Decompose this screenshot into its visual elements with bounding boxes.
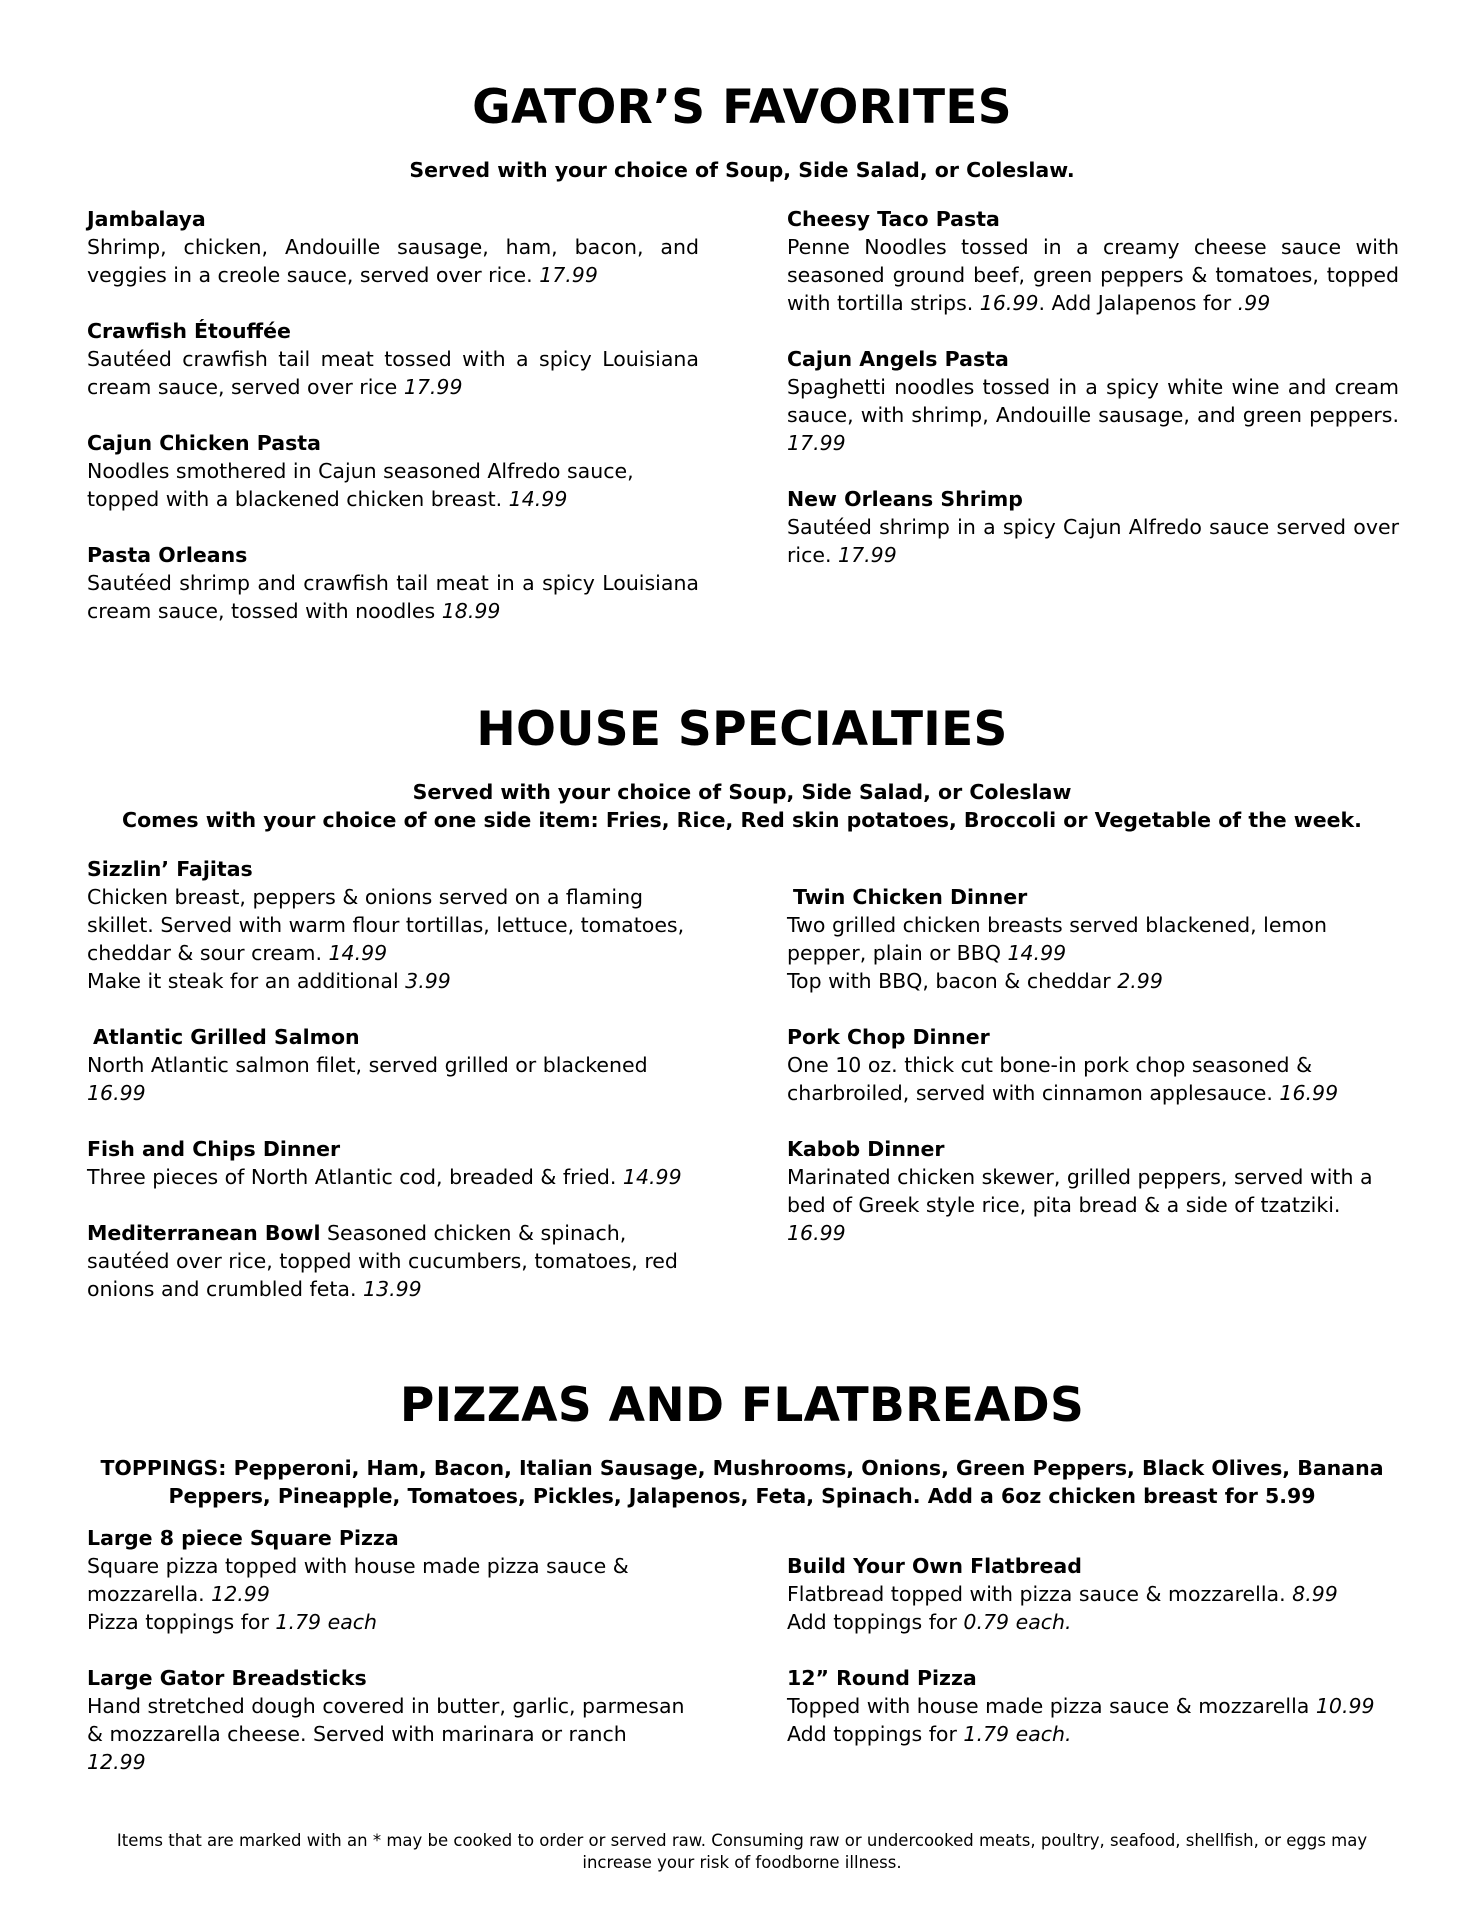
item-description: North Atlantic salmon filet, served grilled or blackened [87, 1053, 648, 1077]
item-addon-price: 0.79 each. [963, 1610, 1072, 1634]
gators-title: GATOR’S FAVORITES [472, 80, 1012, 135]
house-right-column [787, 883, 1387, 1247]
item-addon: Top with BBQ, bacon & cheddar [787, 969, 1118, 993]
item-description: Marinated chicken skewer, grilled peppers, served with a bed of Greek style rice, pita bread & a side of tzatziki. [787, 1165, 1373, 1217]
menu-item-atlantic-grilled-salmon [87, 1023, 687, 1107]
item-price: 17.99 [403, 375, 463, 399]
item-description: Hand stretched dough covered in butter, garlic, parmesan & mozzarella cheese. Served with marinara or ranch [87, 1694, 685, 1746]
house-left-column [87, 855, 687, 1303]
item-description: Square pizza topped with house made pizza sauce & mozzarella. [87, 1554, 629, 1606]
item-price: 17.99 [787, 431, 846, 455]
item-price: 18.99 [441, 599, 501, 623]
menu-item-cajun-angels-pasta [787, 345, 1399, 457]
item-name: Kabob Dinner [787, 1137, 945, 1161]
gators-subtitle: Served with your choice of Soup, Side Salad, or Coleslaw. [409, 158, 1075, 182]
item-name: Large 8 piece Square Pizza [87, 1526, 399, 1550]
item-description: Sautéed shrimp and crawfish tail meat in a spicy Louisiana cream sauce, tossed with noodles [87, 571, 699, 623]
pizza-right-column [787, 1552, 1387, 1748]
item-price: 14.99 [1007, 941, 1067, 965]
item-name: Mediterranean Bowl [87, 1221, 321, 1245]
item-addon: Add toppings for [787, 1722, 964, 1746]
menu-item-fish-and-chips [87, 1135, 687, 1191]
item-name: Sizzlin’ Fajitas [87, 857, 253, 881]
menu-item-round-pizza [787, 1664, 1387, 1748]
item-price: 14.99 [622, 1165, 682, 1189]
menu-item-jambalaya [87, 205, 699, 289]
item-addon-price: .99 [1237, 291, 1271, 315]
menu-item-twin-chicken-dinner [787, 883, 1387, 995]
item-name: Pasta Orleans [87, 543, 248, 567]
item-description: Chicken breast, peppers & onions served on a flaming skillet. Served with warm flour tortillas, lettuce, tomatoes, cheddar & sour cream. [87, 885, 685, 965]
item-description: Two grilled chicken breasts served blackened, lemon pepper, plain or BBQ [787, 913, 1327, 965]
pizza-left-column [87, 1524, 687, 1776]
item-addon: . Add Jalapenos for [1038, 291, 1238, 315]
item-price: 16.99 [87, 1081, 146, 1105]
item-description: Topped with house made pizza sauce & mozzarella [787, 1694, 1316, 1718]
item-price: 17.99 [539, 263, 598, 287]
house-subtitle-1: Served with your choice of Soup, Side Salad, or Coleslaw [412, 780, 1072, 804]
item-description: Noodles smothered in Cajun seasoned Alfredo sauce, topped with a blackened chicken breast. [87, 459, 634, 511]
item-description: One 10 oz. thick cut bone-in pork chop seasoned & charbroiled, served with cinnamon applesauce. [787, 1053, 1313, 1105]
menu-item-mediterranean-bowl [87, 1219, 687, 1303]
item-price: 12.99 [211, 1582, 270, 1606]
pizza-toppings: TOPPINGS: Pepperoni, Ham, Bacon, Italian Sausage, Mushrooms, Onions, Green Peppers, Black Olives, Banana Peppers, Pineapple, Tomatoes, Pickles, Jalapenos, Feta, Spinach. Add a 6oz chicken breast for 5.99 [100, 1456, 1384, 1508]
item-name: Cajun Chicken Pasta [87, 431, 321, 455]
item-name: Cajun Angels Pasta [787, 347, 1009, 371]
pizza-title: PIZZAS AND FLATBREADS [399, 1378, 1085, 1433]
item-name: Crawfish Étouffée [87, 319, 291, 343]
item-name: Large Gator Breadsticks [87, 1666, 367, 1690]
menu-item-sizzlin-fajitas [87, 855, 687, 995]
item-description: Sautéed crawfish tail meat tossed with a spicy Louisiana cream sauce, served over rice [87, 347, 699, 399]
item-description: Seasoned chicken & spinach, sautéed over rice, topped with cucumbers, tomatoes, red onions and crumbled feta. [87, 1221, 678, 1301]
item-name: 12” Round Pizza [787, 1666, 977, 1690]
menu-item-pork-chop-dinner [787, 1023, 1387, 1107]
item-price: 16.99 [979, 291, 1039, 315]
item-description: Sautéed shrimp in a spicy Cajun Alfredo sauce served over rice. [787, 515, 1399, 567]
item-description: Three pieces of North Atlantic cod, breaded & fried. [87, 1165, 623, 1189]
item-price: 17.99 [838, 543, 897, 567]
menu-item-cheesy-taco-pasta [787, 205, 1399, 317]
item-addon-price: 3.99 [405, 969, 451, 993]
gators-right-column [787, 205, 1399, 569]
item-description: Penne Noodles tossed in a creamy cheese sauce with seasoned ground beef, green peppers & tomatoes, topped with tortilla strips. [787, 235, 1399, 315]
item-name: Build Your Own Flatbread [787, 1554, 1082, 1578]
item-addon-price: 2.99 [1117, 969, 1163, 993]
item-price: 14.99 [508, 487, 568, 511]
menu-item-new-orleans-shrimp [787, 485, 1399, 569]
item-description: Shrimp, chicken, Andouille sausage, ham, bacon, and veggies in a creole sauce, served over rice. [87, 235, 699, 287]
item-price: 12.99 [87, 1750, 146, 1774]
item-price: 8.99 [1292, 1582, 1338, 1606]
menu-item-pasta-orleans [87, 541, 699, 625]
menu-item-flatbread [787, 1552, 1387, 1636]
item-name: Jambalaya [87, 207, 206, 231]
menu-item-square-pizza [87, 1524, 687, 1636]
item-addon: Make it steak for an additional [87, 969, 406, 993]
item-addon-price: 1.79 each. [963, 1722, 1072, 1746]
item-description: Spaghetti noodles tossed in a spicy white wine and cream sauce, with shrimp, Andouille sausage, and green peppers. [787, 375, 1399, 427]
item-name: Pork Chop Dinner [787, 1025, 990, 1049]
item-price: 10.99 [1315, 1694, 1375, 1718]
item-description: Flatbread topped with pizza sauce & mozzarella. [787, 1582, 1293, 1606]
menu-item-cajun-chicken-pasta [87, 429, 699, 513]
menu-item-gator-breadsticks [87, 1664, 687, 1776]
item-price: 14.99 [328, 941, 388, 965]
item-name: Twin Chicken Dinner [793, 885, 1028, 909]
item-price: 13.99 [363, 1277, 422, 1301]
house-subtitle-2: Comes with your choice of one side item: Fries, Rice, Red skin potatoes, Broccoli or Vegetable of the week. [122, 808, 1362, 832]
item-name: Fish and Chips Dinner [87, 1137, 341, 1161]
item-addon: Add toppings for [787, 1610, 964, 1634]
item-name: New Orleans Shrimp [787, 487, 1023, 511]
item-name: Cheesy Taco Pasta [787, 207, 1000, 231]
menu-item-crawfish-etouffee [87, 317, 699, 401]
menu-item-kabob-dinner [787, 1135, 1387, 1247]
item-price: 16.99 [1279, 1081, 1339, 1105]
item-name: Atlantic Grilled Salmon [93, 1025, 360, 1049]
item-addon-price: 1.79 each [275, 1610, 378, 1634]
food-safety-disclaimer: Items that are marked with an * may be cooked to order or served raw. Consuming raw or undercooked meats, poultry, seafood, shellfish, or eggs may increase your risk of foodborne illness. [116, 1831, 1368, 1872]
gators-left-column [87, 205, 699, 625]
house-title: HOUSE SPECIALTIES [476, 702, 1008, 757]
item-addon: Pizza toppings for [87, 1610, 276, 1634]
item-price: 16.99 [787, 1221, 846, 1245]
